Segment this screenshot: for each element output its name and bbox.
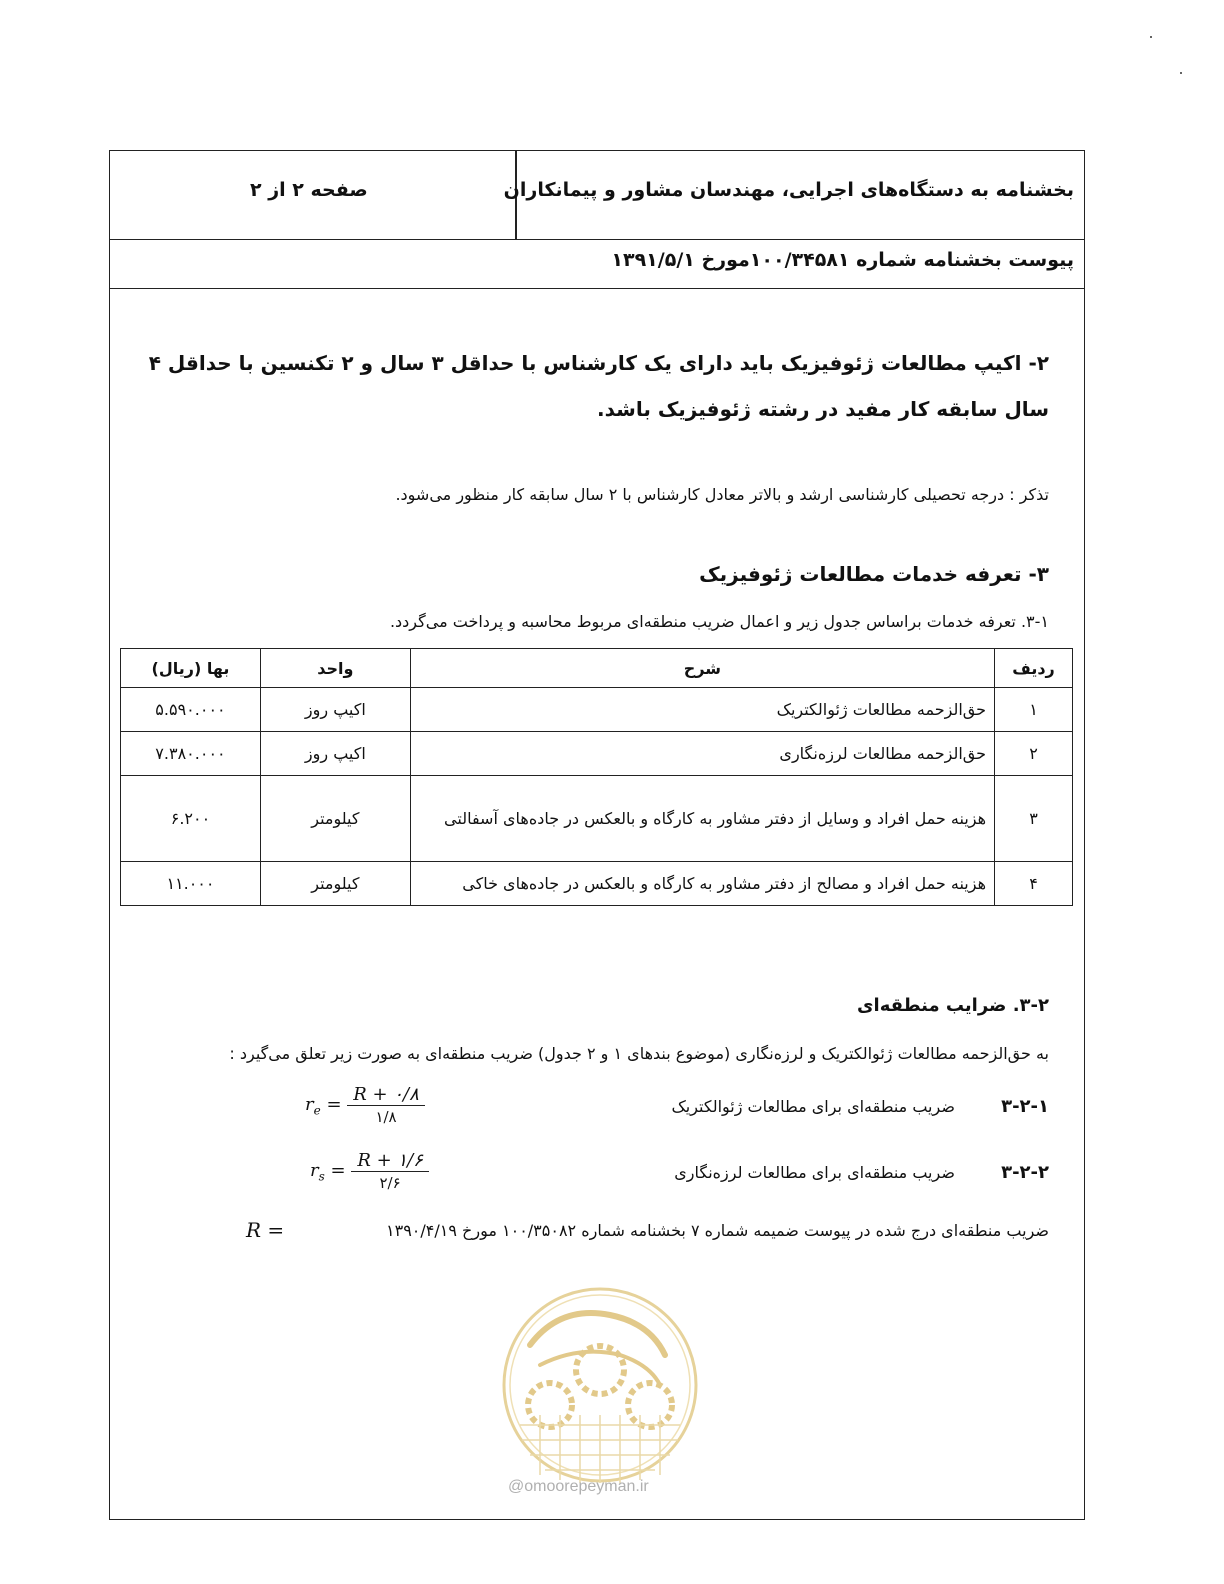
row-unit: کیلومتر [260,776,410,862]
page-number: صفحه ۲ از ۲ [250,179,368,201]
row-price: ۱۱.۰۰۰ [121,862,261,906]
section-3-1-text: ۳-۱. تعرفه خدمات براساس جدول زیر و اعمال ضریب منطقه‌ای مربوط محاسبه و پرداخت می‌گردد. [389,612,1049,631]
section-2-note: تذکر : درجه تحصیلی کارشناسی ارشد و بالاتر معادل کارشناس با ۲ سال سابقه کار منظور می‌شود. [395,485,1049,504]
section-2-paragraph: ۲- اکیپ مطالعات ژئوفیزیک باید دارای یک کارشناس با حداقل ۳ سال و ۲ تکنسین با حداقل ۴ سال سابقه کار مفید در رشته ژئوفیزیک باشد. [148,351,1049,421]
section-3-heading: ۳- تعرفه خدمات مطالعات ژئوفیزیک [699,562,1049,586]
formula-denominator: ۲/۶ [379,1174,401,1192]
formula-label: ضریب منطقه‌ای برای مطالعات ژئوالکتریک [671,1097,955,1116]
row-description: حق‌الزحمه مطالعات لرزه‌نگاری [410,732,994,776]
col-header-price: بها (ریال) [121,649,261,688]
attachment-box [109,239,1085,289]
formula-label: ضریب منطقه‌ای برای مطالعات لرزه‌نگاری [674,1163,955,1182]
header-box [109,150,1085,240]
seal-watermark: @omoorepeyman.ir [508,1478,649,1495]
row-number: ۳ [995,776,1073,862]
row-number: ۴ [995,862,1073,906]
r-symbol: R = [246,1218,285,1242]
formula-geoelectric: $r_e$ = $\frac{R + ۰/۸}{۱/۸}$ [305,1084,425,1126]
table-row [121,776,1073,862]
row-price: ۶.۲۰۰ [121,776,261,862]
row-unit: اکیپ روز [260,732,410,776]
col-header-unit: واحد [260,649,410,688]
formula-number: ۳-۲-۲ [1001,1162,1049,1183]
attachment-reference: پیوست بخشنامه شماره ۱۰۰/۳۴۵۸۱مورخ ۱۳۹۱/۵/۱ [611,249,1074,271]
table-row [121,732,1073,776]
formula-row-geoelectric [671,1096,1049,1117]
table-row [121,862,1073,906]
section-3-2-heading: ۳-۲. ضرایب منطقه‌ای [857,995,1049,1016]
seal-logo-icon [500,1285,700,1485]
tariff-table [120,648,1073,906]
formula-denominator: ۱/۸ [375,1108,397,1126]
row-unit: اکیپ روز [260,688,410,732]
row-price: ۵.۵۹۰.۰۰۰ [121,688,261,732]
row-number: ۲ [995,732,1073,776]
row-description: هزینه حمل افراد و مصالح از دفتر مشاور به کارگاه و بالعکس در جاده‌های خاکی [410,862,994,906]
formula-numerator: R + ۰/۸ [347,1084,424,1106]
formula-seismic: $r_s$ = $\frac{R + ۱/۶}{۲/۶}$ [310,1150,429,1192]
row-unit: کیلومتر [260,862,410,906]
formula-numerator: R + ۱/۶ [351,1150,428,1172]
table-row [121,688,1073,732]
formula-row-seismic [674,1162,1049,1183]
row-number: ۱ [995,688,1073,732]
section-3-2-intro: به حق‌الزحمه مطالعات ژئوالکتریک و لرزه‌نگاری (موضوع بندهای ۱ و ۲ جدول) ضریب منطقه‌ای به صورت زیر تعلق می‌گیرد : [229,1044,1049,1063]
table-header-row [121,649,1073,688]
col-header-row-number: ردیف [995,649,1073,688]
r-definition: ضریب منطقه‌ای درج شده در پیوست ضمیمه شماره ۷ بخشنامه شماره ۱۰۰/۳۵۰۸۲ مورخ ۱۳۹۰/۴/۱۹ [386,1221,1049,1240]
header-title: بخشنامه به دستگاه‌های اجرایی، مهندسان مشاور و پیمانکاران [503,179,1074,201]
row-price: ۷.۳۸۰.۰۰۰ [121,732,261,776]
col-header-description: شرح [410,649,994,688]
row-description: هزینه حمل افراد و وسایل از دفتر مشاور به کارگاه و بالعکس در جاده‌های آسفالتی [410,776,994,862]
formula-number: ۳-۲-۱ [1001,1096,1049,1117]
row-description: حق‌الزحمه مطالعات ژئوالکتریک [410,688,994,732]
